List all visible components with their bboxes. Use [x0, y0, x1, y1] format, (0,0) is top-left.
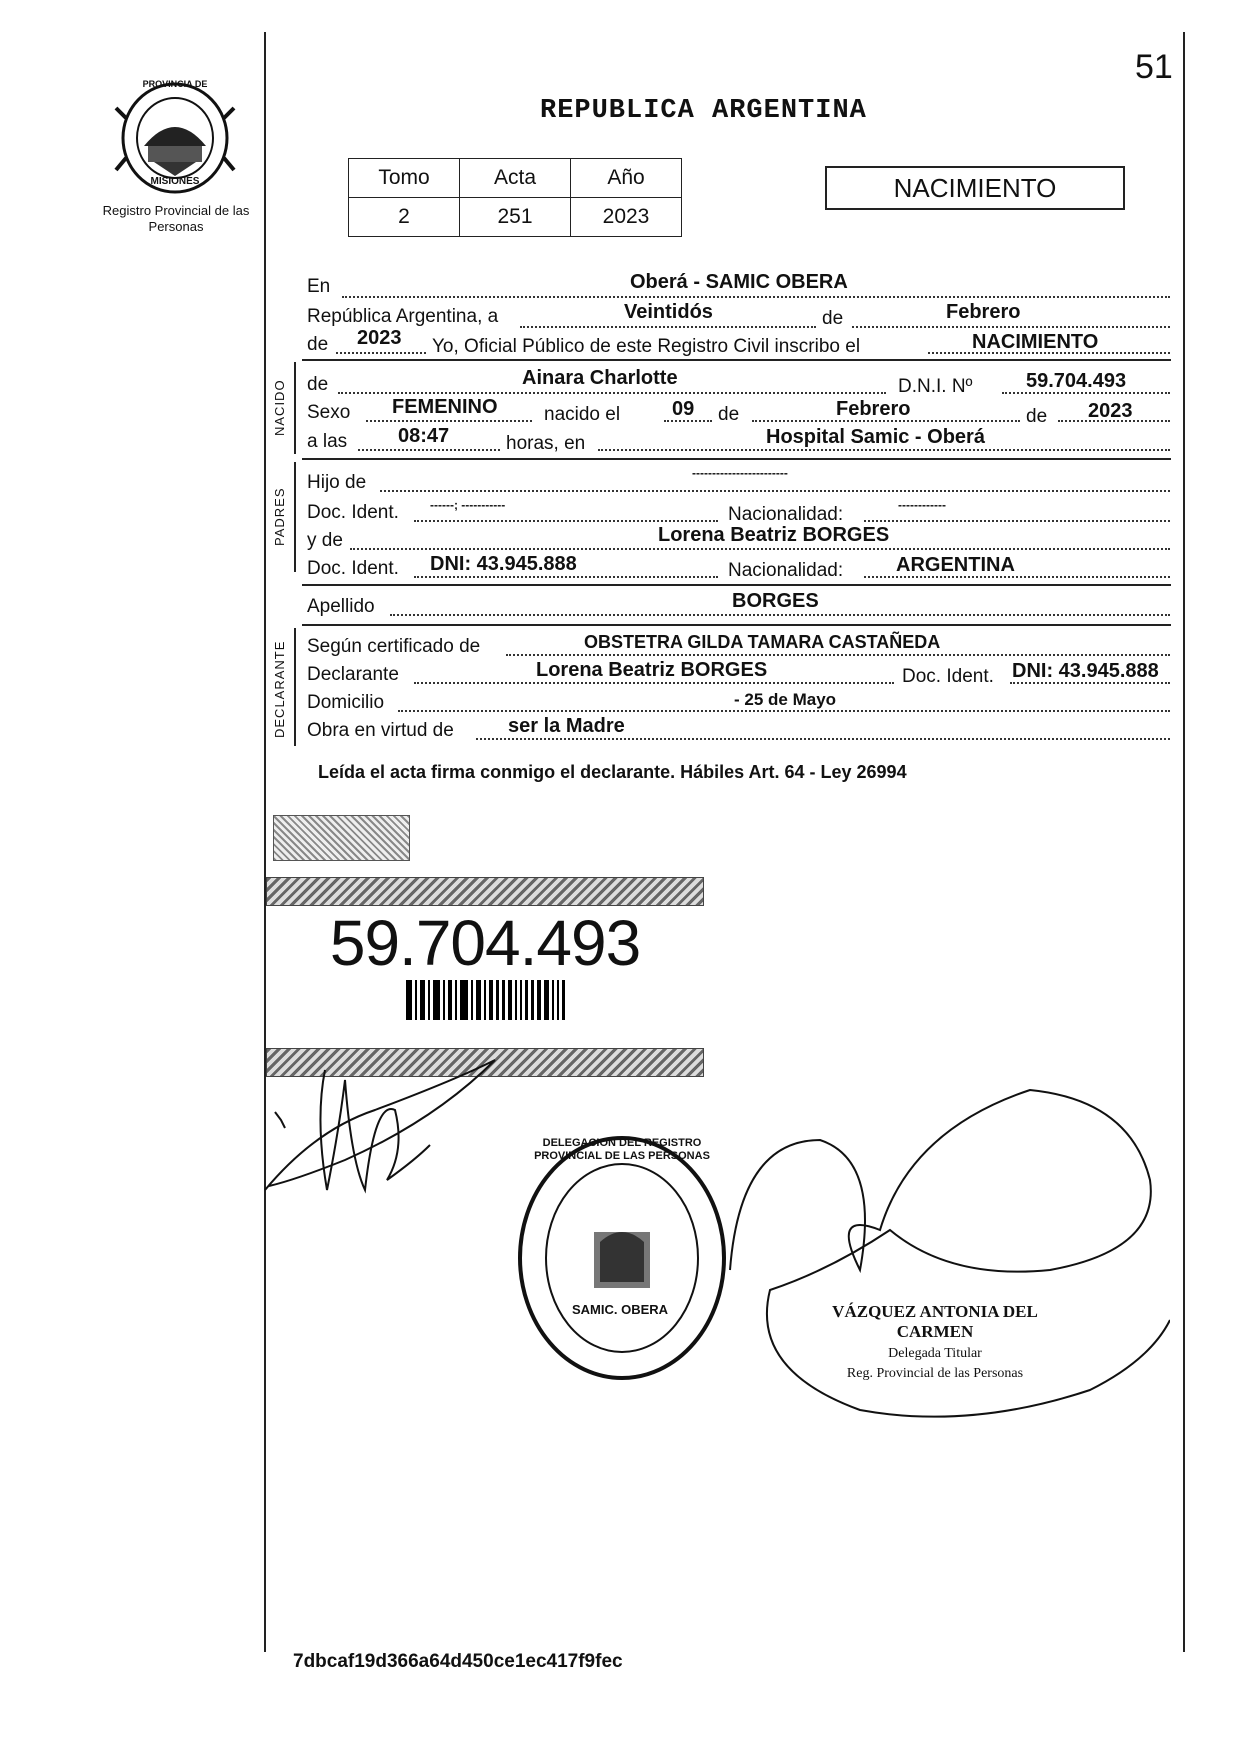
en-label: En: [307, 276, 331, 297]
barcode-bar: [508, 980, 512, 1020]
security-pattern-top: [266, 877, 704, 906]
registry-table: [348, 158, 682, 237]
father-dotted-line: [380, 490, 1170, 492]
barcode-bar: [460, 980, 468, 1020]
apellido-dotted-line: [390, 614, 1170, 616]
barcode-bar: [562, 980, 565, 1020]
declarante-label: Declarante: [307, 664, 399, 685]
declarante-bracket: [294, 628, 296, 746]
country-title: REPUBLICA ARGENTINA: [540, 96, 867, 126]
barcode-bar: [471, 980, 473, 1020]
nacido-de-label: de: [307, 374, 329, 395]
dni-barcode: [266, 980, 704, 1020]
barcode-bar: [433, 980, 440, 1020]
record-type-box: NACIMIENTO: [825, 166, 1125, 210]
logo-lettering-bottom: MISIONES: [150, 176, 200, 187]
seal-lettering-inner: SAMIC. OBERA: [572, 1302, 669, 1317]
mother-value: Lorena Beatriz BORGES: [658, 524, 890, 546]
month-value: Febrero: [946, 301, 1021, 323]
certificado-dotted-line: [506, 654, 1170, 656]
hijo-de-label: Hijo de: [307, 472, 367, 493]
barcode-bar: [415, 980, 417, 1020]
divider-2: [302, 458, 1171, 460]
registry-header-tomo: Tomo: [349, 159, 460, 198]
nacido-el-label: nacido el: [544, 404, 621, 425]
a-las-label: a las: [307, 431, 348, 452]
right-margin-line: [1183, 32, 1185, 1652]
barcode-bar: [520, 980, 522, 1020]
declarante-section-label: DECLARANTE: [272, 640, 287, 738]
mother-nacionalidad-label: Nacionalidad:: [728, 560, 844, 581]
nacido-section-label: NACIDO: [272, 379, 287, 436]
father-nac-dotted-line: [864, 520, 1170, 522]
mother-doc-value: DNI: 43.945.888: [430, 553, 577, 575]
domicilio-dotted-line: [398, 710, 1170, 712]
registry-value-tomo: 2: [349, 198, 460, 237]
birth-place-value: Hospital Samic - Oberá: [766, 426, 985, 448]
barcode-bar: [476, 980, 481, 1020]
father-doc-dotted-line: [414, 520, 718, 522]
barcode-bar: [406, 980, 412, 1020]
barcode-bar: [443, 980, 445, 1020]
sexo-dotted-line: [366, 420, 532, 422]
barcode-bar: [557, 980, 559, 1020]
apellido-value: BORGES: [732, 590, 819, 612]
left-margin-line: [264, 32, 266, 1652]
barcode-bar: [455, 980, 457, 1020]
father-value: ------------------------: [692, 466, 788, 480]
mother-dotted-line: [350, 548, 1170, 550]
page-number: 51: [1135, 48, 1173, 86]
barcode-bar: [496, 980, 499, 1020]
en-value: Oberá - SAMIC OBERA: [630, 271, 848, 293]
birth-de-label-2: de: [1026, 406, 1048, 427]
birth-time-value: 08:47: [398, 425, 450, 447]
child-name-value: Ainara Charlotte: [522, 367, 678, 389]
seal-lettering-outer: DELEGACION DEL REGISTRO PROVINCIAL DE LAS PERSONAS: [534, 1137, 710, 1162]
barcode-bar: [428, 980, 430, 1020]
logo-lettering-top: PROVINCIA DE: [142, 79, 208, 89]
registry-value-acta: 251: [460, 198, 571, 237]
logo-caption: Registro Provincial de las Personas: [102, 203, 250, 234]
obra-value: ser la Madre: [508, 715, 625, 737]
official-stamp: [800, 1302, 1070, 1382]
official-name: VÁZQUEZ ANTONIA DEL CARMEN: [832, 1302, 1038, 1341]
barcode-bar: [502, 980, 505, 1020]
place-dotted-line: [598, 449, 1170, 451]
birth-month-value: Febrero: [836, 398, 911, 420]
obra-label: Obra en virtud de: [307, 720, 454, 741]
republica-label: República Argentina, a: [307, 306, 499, 327]
declarant-signature: [255, 1040, 505, 1205]
sexo-label: Sexo: [307, 402, 351, 423]
birth-de-label: de: [718, 404, 740, 425]
barcode-bar: [544, 980, 549, 1020]
divider-4: [302, 624, 1171, 626]
declarante-dotted-line: [414, 682, 894, 684]
barcode-bar: [531, 980, 534, 1020]
padres-bracket: [294, 462, 296, 572]
year-dotted-line: [336, 352, 426, 354]
year-value: 2023: [357, 327, 402, 349]
en-dotted-line: [342, 296, 1170, 298]
inscribo-text: Yo, Oficial Público de este Registro Civil inscribo el: [432, 336, 861, 357]
barcode-bar: [448, 980, 452, 1020]
barcode-bar: [515, 980, 517, 1020]
declarante-doc-value: DNI: 43.945.888: [1012, 660, 1159, 682]
official-office: Reg. Provincial de las Personas: [846, 1366, 1024, 1381]
document-hash: 7dbcaf19d366a64d450ce1ec417f9fec: [293, 1651, 623, 1672]
nacido-bracket: [294, 362, 296, 454]
father-doc-label: Doc. Ident.: [307, 502, 399, 523]
closing-text: Leída el acta firma conmigo el declarante. Hábiles Art. 64 - Ley 26994: [318, 762, 907, 782]
domicilio-label: Domicilio: [307, 692, 385, 713]
registry-header-anio: Año: [571, 159, 682, 198]
mother-doc-label: Doc. Ident.: [307, 558, 399, 579]
day-dotted-line: [520, 326, 816, 328]
divider-3: [302, 584, 1171, 586]
father-nacionalidad-label: Nacionalidad:: [728, 504, 844, 525]
sexo-value: FEMENINO: [392, 396, 498, 418]
dni-label: D.N.I. Nº: [898, 376, 973, 397]
registry-value-anio: 2023: [571, 198, 682, 237]
certificado-label: Según certificado de: [307, 636, 481, 657]
barcode-bar: [484, 980, 486, 1020]
official-title: Delegada Titular: [888, 1346, 982, 1361]
obra-dotted-line: [476, 738, 1170, 740]
domicilio-value: - 25 de Mayo: [734, 690, 837, 709]
inscribo-value: NACIMIENTO: [972, 331, 1099, 353]
year-prefix: de: [307, 334, 329, 355]
mother-doc-dotted-line: [414, 576, 718, 578]
registry-header-acta: Acta: [460, 159, 571, 198]
month-dotted-line: [852, 326, 1170, 328]
birth-year-value: 2023: [1088, 400, 1133, 422]
child-dni-value: 59.704.493: [1026, 370, 1127, 392]
declarante-doc-label: Doc. Ident.: [902, 666, 994, 687]
father-nac-value: ------------: [898, 498, 946, 512]
apellido-label: Apellido: [307, 596, 375, 617]
horas-label: horas, en: [506, 433, 586, 454]
time-dotted-line: [358, 449, 500, 451]
birth-day-value: 09: [672, 398, 695, 420]
barcode-bar: [420, 980, 425, 1020]
father-doc-value: ------; -----------: [430, 498, 506, 512]
barcode-bar: [537, 980, 541, 1020]
declarante-value: Lorena Beatriz BORGES: [536, 659, 768, 681]
certificado-value: OBSTETRA GILDA TAMARA CASTAÑEDA: [584, 632, 941, 652]
barcode-bar: [489, 980, 493, 1020]
day-value: Veintidós: [624, 301, 713, 323]
mother-nac-value: ARGENTINA: [896, 554, 1015, 576]
official-seal: [514, 1132, 730, 1384]
y-de-label: y de: [307, 530, 343, 551]
divider-1: [302, 359, 1171, 361]
dni-panel-number: 59.704.493: [329, 907, 641, 979]
barcode-bar: [552, 980, 554, 1020]
month-de-label: de: [822, 308, 844, 329]
barcode-bar: [525, 980, 528, 1020]
padres-section-label: PADRES: [272, 487, 287, 546]
name-dotted-line: [338, 392, 886, 394]
security-stamp: [273, 815, 410, 861]
